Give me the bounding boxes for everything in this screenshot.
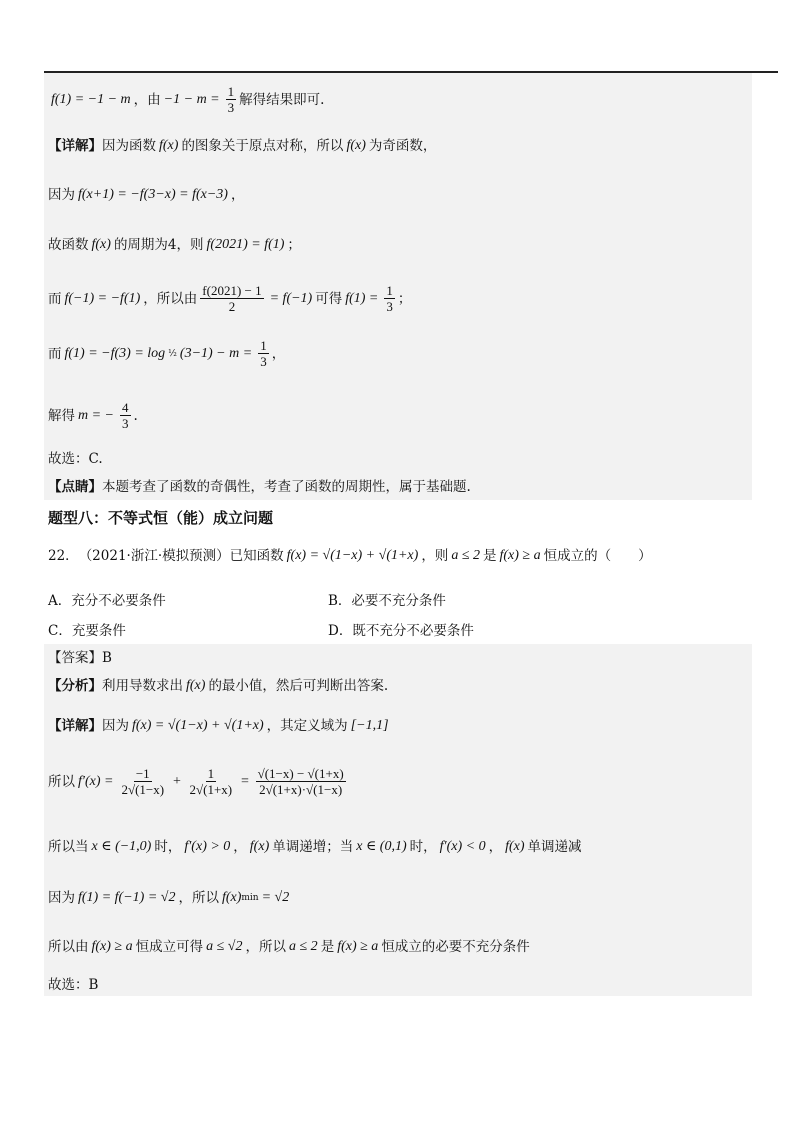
- text: 因为函数: [102, 138, 156, 154]
- text: 因为: [48, 187, 75, 203]
- text: 是: [320, 939, 335, 955]
- section-heading: 题型八：不等式恒（能）成立问题: [48, 509, 274, 527]
- math: [−1,1]: [350, 718, 389, 733]
- text: 解得结果即可.: [239, 91, 325, 108]
- text: 利用导数求出: [102, 678, 183, 694]
- fraction: $\frac{1}{2√(1+x)}$: [189, 766, 233, 797]
- math: +: [172, 773, 182, 789]
- math: f(1) = −f(3) = log: [64, 345, 166, 361]
- text: 所以: [48, 773, 75, 790]
- text: 恒成立的（ ）: [543, 548, 652, 564]
- text: ，: [488, 839, 503, 855]
- math: f(x): [346, 138, 366, 153]
- text: ；: [287, 237, 301, 253]
- fraction: $\frac{4}{3}$: [122, 400, 129, 431]
- text: 单调递减: [527, 839, 582, 855]
- comment-tag: 【点睛】: [48, 479, 102, 495]
- fraction: $\frac{1}{3}$: [260, 338, 267, 369]
- derivative-line: [48, 766, 349, 797]
- question-line: [48, 547, 652, 565]
- math: f′(x) > 0: [184, 839, 231, 854]
- text: 是: [483, 548, 497, 564]
- text: ；: [397, 290, 412, 307]
- text: 而: [48, 345, 62, 362]
- text: 故函数: [48, 237, 89, 253]
- text: 因为: [102, 718, 129, 734]
- text: ，则: [421, 548, 449, 564]
- math: f(x) = √(1−x) + √(1+x): [132, 718, 264, 733]
- math: f(x): [505, 839, 525, 854]
- detail-line-2: [48, 186, 244, 204]
- detail-line-1: [48, 137, 436, 155]
- fraction: $\frac{1}{3}$: [227, 84, 235, 115]
- fraction: $\frac{-1}{2√(1-x)}$: [121, 766, 165, 797]
- math: f(2021) = f(1): [206, 237, 285, 252]
- math: x ∈ (−1,0): [91, 839, 152, 854]
- math: =: [240, 773, 250, 789]
- text: ，其定义域为: [266, 718, 348, 734]
- analysis-line: [48, 677, 388, 695]
- option-d: D．既不充分不必要条件: [328, 623, 474, 639]
- math: f(−1) = −f(1): [64, 290, 141, 306]
- detail-line-5: [48, 338, 285, 369]
- math: a ≤ 2: [451, 548, 480, 563]
- math: x ∈ (0,1): [356, 839, 407, 854]
- log-base: ½: [168, 348, 177, 359]
- text: 可得: [315, 290, 343, 307]
- math: (3−1) − m =: [179, 345, 253, 361]
- text: 的周期为4，则: [113, 237, 204, 253]
- math: f′(x) =: [78, 773, 114, 789]
- math: f(x): [186, 678, 206, 693]
- text: 恒成立可得: [135, 939, 204, 955]
- text: ，由: [133, 91, 161, 108]
- option-c: C．充要条件: [48, 623, 126, 639]
- choice-line: 故选：C.: [48, 451, 103, 467]
- fraction: $\frac{f(2021) - 1}{2}$: [202, 283, 262, 314]
- math: f(x) ≥ a: [337, 939, 379, 954]
- detail-tag: 【详解】: [48, 718, 102, 734]
- text: 恒成立的必要不充分条件: [381, 939, 530, 955]
- text: 为奇函数，: [368, 138, 437, 154]
- text: ，所以由: [143, 290, 198, 307]
- math: a ≤ √2: [206, 939, 243, 954]
- text: ，: [271, 345, 286, 362]
- answer-line: 【答案】B: [48, 650, 112, 666]
- text: 因为: [48, 890, 75, 906]
- text: 所以由: [48, 939, 89, 955]
- math: f(x): [249, 839, 270, 854]
- option-b: B．必要不充分条件: [328, 593, 446, 609]
- math: f(x+1) = −f(3−x) = f(x−3): [78, 187, 228, 202]
- math: f(x) ≥ a: [499, 548, 541, 563]
- math: a ≤ 2: [289, 939, 318, 954]
- subscript: min: [241, 893, 259, 903]
- question-number: 22．: [48, 548, 79, 564]
- math: f(x): [221, 890, 242, 905]
- text: 时，: [409, 839, 437, 855]
- text: 的最小值，然后可判断出答案.: [208, 678, 389, 694]
- analysis-tag: 【分析】: [48, 678, 102, 694]
- math: f(x): [91, 237, 111, 252]
- detail-tag: 【详解】: [48, 138, 102, 154]
- text: （2021·浙江·模拟预测）已知函数: [78, 548, 284, 564]
- option-a: A．充分不必要条件: [48, 593, 166, 609]
- math: f(x): [159, 138, 179, 153]
- text: 时，: [154, 839, 182, 855]
- monotonic-line: [48, 838, 582, 856]
- math: m = −: [78, 407, 115, 423]
- text: 本题考查了函数的奇偶性，考查了函数的周期性，属于基础题.: [102, 479, 471, 495]
- text: ，: [233, 839, 247, 855]
- detail-line: [48, 717, 392, 735]
- fraction: $\frac{√(1-x) - √(1+x)}{2√(1+x)\cdot√(1-x)}$: [257, 766, 344, 797]
- hint-line: [48, 84, 324, 115]
- math: = f(−1): [269, 290, 313, 306]
- text: 解得: [48, 407, 75, 424]
- detail-line-6: [48, 400, 138, 431]
- math: f(1) =: [345, 290, 379, 306]
- text: ，所以: [178, 890, 219, 906]
- text: ，: [230, 187, 245, 203]
- minimum-line: [48, 889, 292, 907]
- detail-line-4: [48, 283, 411, 314]
- math: f(x) ≥ a: [91, 939, 133, 954]
- math: −1 − m =: [163, 91, 220, 107]
- fraction: $\frac{1}{3}$: [386, 283, 393, 314]
- math: f′(x) < 0: [439, 839, 486, 854]
- text: ，所以: [245, 939, 286, 955]
- math: f(1) = −1 − m: [51, 91, 131, 107]
- text: 的图象关于原点对称，所以: [181, 138, 344, 154]
- math: f(1) = f(−1) = √2: [78, 890, 176, 905]
- math: = √2: [261, 890, 290, 905]
- text: 所以当: [48, 839, 89, 855]
- final-choice: 故选：B: [48, 977, 99, 993]
- math: f(x) = √(1−x) + √(1+x): [286, 548, 419, 563]
- text: 而: [48, 290, 62, 307]
- detail-line-3: [48, 236, 301, 254]
- text: .: [133, 407, 138, 424]
- comment-line: [48, 478, 471, 496]
- text: 单调递增；当: [272, 839, 354, 855]
- conclusion-line: [48, 938, 530, 956]
